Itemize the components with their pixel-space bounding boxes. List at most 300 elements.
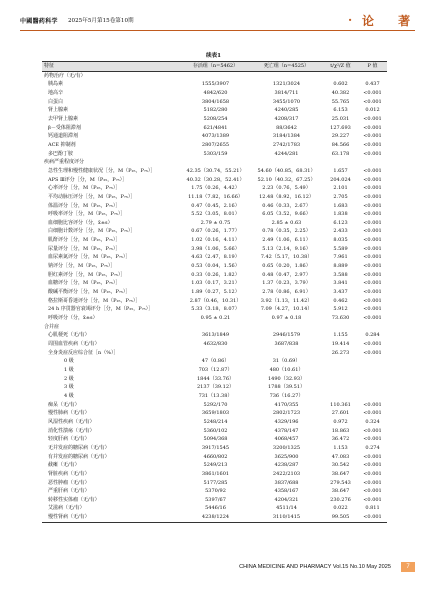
table-cell: 1.153	[333, 444, 348, 451]
table-cell: 6.123	[333, 219, 348, 226]
table-cell: <0.001	[363, 167, 382, 174]
table-cell: <0.001	[363, 124, 382, 131]
table-cell	[250, 71, 323, 80]
table-row	[42, 288, 387, 297]
table-cell: 1.37（0.23，3.79）	[262, 280, 311, 287]
table-cell: 心率评分［分，M（P₂₅，P₇₅）］	[48, 185, 121, 192]
table-row	[42, 193, 387, 202]
table-body	[42, 71, 387, 522]
table-cell	[323, 366, 358, 375]
table-cell: <0.001	[363, 185, 382, 192]
table-cell: 27.601	[331, 410, 350, 417]
table-row	[42, 262, 387, 271]
table-row	[42, 271, 387, 280]
table-cell: 1321/3024	[272, 81, 301, 88]
table-cell: 肾脏疾病（无/有）	[48, 470, 90, 477]
table-section-row	[42, 158, 387, 167]
table-cell: 4511/14	[276, 505, 297, 512]
table-cell: 消化性溃疡（无/有）	[48, 427, 95, 434]
table-cell: 转移性实体瘤（无/有）	[48, 496, 100, 503]
table-cell: 36.472	[331, 436, 350, 443]
table-cell: 26.273	[331, 349, 350, 356]
table-cell: <0.001	[363, 289, 382, 296]
table-cell: 1.89（0.27，5.12）	[191, 289, 240, 296]
table-cell: <0.001	[363, 453, 382, 460]
table-cell: 25.031	[331, 115, 350, 122]
table-cell	[323, 357, 358, 366]
table-cell: 480（10.61）	[269, 366, 304, 373]
table-cell: APS Ⅲ评分［分，M（P₂₅，P₇₅）］	[48, 176, 128, 183]
table-cell	[250, 349, 323, 358]
table-cell: 47（0.86）	[201, 358, 230, 365]
table-cell: 4068/457	[274, 436, 299, 443]
table-row	[42, 98, 387, 107]
table-cell: <0.001	[363, 133, 382, 140]
table-cell: 5248/214	[203, 418, 228, 425]
table-cell: 40.32（30.28，52.41）	[186, 176, 245, 183]
table-cell: 合并症	[44, 323, 60, 330]
table-cell: 钙通道阻滞剂	[48, 133, 79, 140]
table-cell: 3659/1803	[201, 410, 230, 417]
table-row	[42, 219, 387, 228]
column-header: t/χ²/Z 值	[323, 62, 358, 72]
table-cell: 279.543	[330, 479, 351, 486]
table-cell: 1.75（0.26，4.42）	[191, 185, 240, 192]
data-table	[42, 61, 387, 523]
table-cell: 慢性肾病（无/有）	[42, 513, 181, 522]
table-row	[42, 409, 387, 418]
table-cell: 5.13（2.14，9.16）	[262, 245, 311, 252]
table-cell: 4 级	[64, 392, 74, 399]
table-cell: 3613/1849	[201, 332, 230, 339]
table-row	[42, 357, 387, 366]
table-cell: 8.889	[333, 263, 348, 270]
table-row	[42, 479, 387, 488]
table-cell	[358, 375, 387, 384]
table-section-row	[42, 323, 387, 332]
table-cell: 5397/67	[205, 496, 226, 503]
table-row	[42, 444, 387, 453]
table-cell: 艾滋病（无/有）	[48, 505, 85, 512]
table-row	[42, 418, 387, 427]
table-row	[42, 132, 387, 141]
table-cell: 酸碱平衡评分［分，M（P₂₅，P₇₅）］	[48, 289, 131, 296]
table-cell: 地高辛	[48, 89, 64, 96]
table-cell: 1.03（0.17，3.21）	[191, 280, 240, 287]
table-cell: 3804/1658	[201, 98, 230, 105]
table-row	[42, 392, 387, 401]
table-cell: 2.23（0.76，5.49）	[262, 185, 311, 192]
table-cell: 风湿性疾病（无/有）	[48, 418, 95, 425]
table-row	[42, 89, 387, 98]
column-header: 存活组（n=5462）	[181, 62, 250, 72]
table-caption: 续表1	[205, 53, 222, 59]
table-row	[42, 305, 387, 314]
table-cell: 2.78（0.86，6.91）	[262, 289, 311, 296]
table-cell: <0.001	[363, 315, 382, 322]
table-row	[42, 470, 387, 479]
table-cell: 3625/900	[274, 453, 299, 460]
table-cell: 7.09（4.27，10.14）	[260, 306, 313, 313]
header-divider	[20, 30, 415, 31]
table-cell	[181, 71, 250, 80]
table-cell: 2807/2655	[201, 141, 230, 148]
table-cell: 1844（33.76）	[196, 375, 235, 382]
table-cell: 31（0.69）	[272, 358, 301, 365]
table-cell: <0.001	[363, 89, 382, 96]
table-cell: 5249/213	[203, 462, 228, 469]
table-cell: 24 h 序贯器官衰竭评分［分，M（P₂₅，P₇₅）］	[48, 306, 154, 313]
table-cell: 52.10（40.32，67.25）	[257, 176, 316, 183]
table-cell: <0.001	[363, 254, 382, 261]
table-cell: <0.001	[363, 193, 382, 200]
table-cell: 全身炎症反应综合征［n（%）］	[48, 349, 119, 356]
column-header: 死亡组（n=4525）	[250, 62, 323, 72]
table-cell: 2 级	[64, 375, 74, 382]
footer-citation: CHINA MEDICINE AND PHARMACY Vol.15 No.10 May 2025	[239, 564, 391, 570]
table-cell: 去甲肾上腺素	[48, 115, 79, 122]
table-cell: 3814/711	[274, 89, 299, 96]
table-cell: 0.97 ± 0.18	[271, 315, 302, 322]
table-cell: 1490（32.93）	[267, 375, 306, 382]
table-cell: <0.001	[363, 219, 382, 226]
table-cell: 29.227	[331, 133, 350, 140]
table-row	[42, 124, 387, 133]
column-header: P 值	[358, 62, 387, 72]
issue-info: 2025年5月第15卷第10期	[68, 18, 134, 24]
table-cell: 无并发症的糖尿病（无/有）	[48, 444, 110, 451]
table-cell: <0.001	[363, 349, 382, 356]
table-cell: <0.001	[363, 479, 382, 486]
table-cell: 血细胞比容评分（分，x̄±s）	[48, 219, 113, 226]
table-cell: 3200/1325	[272, 444, 301, 451]
table-cell: 多巴酚丁胺	[48, 150, 74, 157]
table-cell: <0.001	[363, 306, 382, 313]
table-cell: 84.566	[331, 141, 350, 148]
table-cell: 2.85 ± 0.63	[271, 219, 302, 226]
table-cell: 2.705	[333, 193, 348, 200]
table-cell: 疾病严重程度评分	[44, 159, 85, 166]
table-cell: <0.001	[363, 150, 382, 157]
table-cell: 3110/1415	[250, 513, 323, 522]
table-cell: 4329/196	[274, 418, 299, 425]
table-cell: <0.001	[363, 271, 382, 278]
table-row	[42, 366, 387, 375]
table-cell: 4238/287	[274, 462, 299, 469]
table-cell: <0.001	[363, 488, 382, 495]
table-cell: 6.153	[333, 107, 348, 114]
table-cell: 73.630	[331, 315, 350, 322]
table-cell: 胰岛素	[48, 81, 64, 88]
table-cell: 5292/170	[203, 401, 228, 408]
column-header: 特征	[42, 62, 181, 72]
table-row	[42, 375, 387, 384]
table-cell: 药物治疗（无/有）	[44, 72, 86, 79]
table-cell: 0.437	[365, 81, 380, 88]
table-cell	[323, 375, 358, 384]
table-cell	[250, 158, 323, 167]
table-cell: 呼吸率评分［分，M（P₂₅，P₇₅）］	[48, 211, 126, 218]
table-cell: 5303/159	[203, 150, 228, 157]
table-cell: <0.001	[363, 427, 382, 434]
table-cell: 痴呆（无/有）	[48, 401, 80, 408]
table-cell: 胆红素评分［分，M（P₂₅，P₇₅）］	[48, 271, 126, 278]
table-cell: <0.001	[363, 496, 382, 503]
table-cell: 4660/802	[203, 453, 228, 460]
table-cell: 0.67（0.26，1.77）	[191, 228, 240, 235]
table-cell: 0.284	[365, 332, 380, 339]
table-row	[42, 176, 387, 185]
table-cell: <0.001	[363, 98, 382, 105]
table-cell: <0.001	[358, 513, 387, 522]
table-cell: 0.462	[333, 297, 348, 304]
table-cell: <0.001	[363, 410, 382, 417]
table-row	[42, 513, 387, 522]
table-cell: 5177/285	[203, 479, 228, 486]
table-cell: 2802/1723	[272, 410, 301, 417]
table-cell: 0.274	[365, 444, 380, 451]
table-row	[42, 167, 387, 176]
table-cell: 204.024	[330, 176, 351, 183]
table-cell: 2.101	[333, 185, 348, 192]
table-cell: 5.589	[333, 245, 348, 252]
table-cell: 1.02（0.16，4.11）	[191, 237, 240, 244]
table-cell: 55.765	[331, 98, 350, 105]
table-cell	[358, 71, 387, 80]
table-cell: 30.542	[331, 462, 350, 469]
table-cell: 0.012	[365, 107, 380, 114]
table-cell: 0.78（0.35，2.25）	[262, 228, 311, 235]
table-cell	[358, 357, 387, 366]
table-cell: 恶性肿瘤（无/有）	[48, 479, 90, 486]
table-cell: <0.001	[363, 263, 382, 270]
table-cell: 0.972	[333, 418, 348, 425]
table-header-row	[42, 62, 387, 72]
table-cell: 轻度肝病（无/有）	[48, 436, 90, 443]
table-cell: <0.001	[363, 176, 382, 183]
table-cell: 截瘫（无/有）	[48, 462, 80, 469]
table-cell	[358, 158, 387, 167]
table-cell: 血糖评分［分，M（P₂₅，P₇₅）］	[48, 280, 121, 287]
table-cell: 5.52（3.05，8.01）	[191, 211, 240, 218]
page-header	[20, 12, 421, 34]
table-cell: 1.155	[333, 332, 348, 339]
table-cell: 0.602	[333, 81, 348, 88]
table-row	[42, 435, 387, 444]
table-cell: 慢性肺病（无/有）	[48, 410, 90, 417]
table-cell: 4358/167	[274, 488, 299, 495]
table-cell: 有并发症的糖尿病（无/有）	[48, 453, 110, 460]
table-cell	[323, 71, 358, 80]
table-cell: 肌酐评分［分，M（P₂₅，P₇₅）］	[48, 237, 121, 244]
table-row	[42, 245, 387, 254]
table-cell: 7.42（5.17，10.38）	[260, 254, 313, 261]
table-cell: <0.001	[363, 436, 382, 443]
table-cell: 4170/355	[274, 401, 299, 408]
table-row	[42, 453, 387, 462]
table-row	[42, 331, 387, 340]
table-row	[42, 184, 387, 193]
table-cell: 4238/1224	[181, 513, 250, 522]
table-cell: 3 级	[64, 384, 74, 391]
table-cell: 1 级	[64, 366, 74, 373]
table-cell: 3.841	[333, 280, 348, 287]
table-cell: 0.324	[365, 418, 380, 425]
table-cell: 0.95 ± 0.21	[200, 315, 231, 322]
table-cell: 3.588	[333, 271, 348, 278]
table-cell: 8.035	[333, 237, 348, 244]
table-cell	[323, 383, 358, 392]
table-cell	[181, 158, 250, 167]
table-cell: 230.276	[330, 496, 351, 503]
table-cell: 736（16.27）	[269, 392, 304, 399]
table-cell: 体温评分［分，M（P₂₅，P₇₅）］	[48, 202, 121, 209]
table-row	[42, 461, 387, 470]
table-row	[42, 504, 387, 513]
table-row	[42, 487, 387, 496]
table-cell: 呼吸评分（分，x̄±s）	[48, 315, 98, 322]
table-row	[42, 349, 387, 358]
table-cell: 731（13.38）	[198, 392, 233, 399]
table-cell: 3455/1070	[272, 98, 301, 105]
table-cell: 严重肝病（无/有）	[48, 488, 90, 495]
table-cell: 肾上腺素	[48, 107, 69, 114]
table-cell: 3837/688	[274, 479, 299, 486]
table-cell: 2422/2103	[272, 470, 301, 477]
section-label: 论 著	[362, 14, 421, 28]
table-cell: 格拉斯哥昏迷评分［分，M（P₂₅，P₇₅）］	[48, 297, 141, 304]
table-cell: 钠评分［分，M（P₂₅，P₇₅）］	[48, 263, 116, 270]
table-cell: 4378/147	[274, 427, 299, 434]
table-cell: <0.001	[363, 228, 382, 235]
table-row	[42, 297, 387, 306]
table-cell: 4632/830	[203, 341, 228, 347]
table-cell: 2.87（0.46，10.31）	[189, 297, 242, 304]
table-cell: 54.60（40.85，68.31）	[257, 167, 316, 174]
table-cell: β－受体阻滞剂	[48, 124, 81, 131]
table-cell	[358, 392, 387, 401]
table-row	[42, 150, 387, 159]
table-cell: <0.001	[363, 202, 382, 209]
table-cell: 5360/102	[203, 427, 228, 434]
table-cell: <0.001	[363, 245, 382, 252]
table-row	[42, 202, 387, 211]
table-row	[42, 383, 387, 392]
table-cell: 1788（39.51）	[267, 384, 306, 391]
table-cell	[250, 323, 323, 332]
table-cell: 3917/1545	[201, 444, 230, 451]
table-cell: <0.001	[363, 401, 382, 408]
table-cell: 1.838	[333, 211, 348, 218]
table-cell: 18.863	[331, 427, 350, 434]
table-cell: <0.001	[363, 462, 382, 469]
table-cell: ACE 抑制剂	[48, 141, 76, 148]
section-dot-icon: ·	[348, 13, 353, 27]
table-row	[42, 106, 387, 115]
table-cell: 38.647	[331, 488, 350, 495]
table-cell: 621/4841	[203, 124, 228, 131]
table-cell: 7.961	[333, 254, 348, 261]
page-number: 7	[401, 562, 415, 572]
table-cell: 0.47（0.45，2.16）	[191, 202, 240, 209]
table-cell: <0.001	[363, 341, 382, 347]
table-cell: 38.647	[331, 470, 350, 477]
table-cell: <0.001	[363, 115, 382, 122]
table-cell: 2946/1579	[272, 332, 301, 339]
table-row	[42, 236, 387, 245]
table-cell: 42.35（30.74，55.21）	[186, 167, 245, 174]
table-cell	[181, 323, 250, 332]
table-cell: <0.001	[363, 280, 382, 287]
table-cell: 2742/1783	[272, 141, 301, 148]
table-cell: 703（12.87）	[198, 366, 233, 373]
table-cell: 血尿素氮评分［分，M（P₂₅，P₇₅）］	[48, 254, 131, 261]
table-cell: <0.001	[363, 470, 382, 477]
table-row	[42, 210, 387, 219]
table-cell: 5.912	[333, 306, 348, 313]
table-cell: 急性生理和慢性健康状况［分，M（P₂₅，P₇₅）］	[48, 167, 156, 174]
table-cell: 3861/1601	[201, 470, 230, 477]
table-cell: 1555/3907	[201, 81, 230, 88]
table-cell	[181, 349, 250, 358]
table-cell: 2.49（1.06，6.11）	[262, 237, 311, 244]
table-cell	[358, 366, 387, 375]
table-cell: 11.18（7.82，16.66）	[188, 193, 243, 200]
table-cell: 心肌梗死（无/有）	[48, 332, 90, 339]
table-cell: 5208/254	[203, 115, 228, 122]
page-footer	[20, 562, 415, 574]
table-cell: <0.001	[363, 211, 382, 218]
table-cell: 尿量评分［分，M（P₂₅，P₇₅）］	[48, 245, 121, 252]
table-cell: <0.001	[363, 141, 382, 148]
table-row	[42, 227, 387, 236]
table-cell: 19.414	[331, 341, 350, 347]
table-cell	[358, 383, 387, 392]
table-cell: 0.65（0.20，1.86）	[262, 263, 311, 270]
table-row	[42, 279, 387, 288]
table-cell	[323, 323, 358, 332]
table-cell: 2.79 ± 0.75	[200, 219, 231, 226]
table-row	[42, 496, 387, 505]
table-cell: 5370/92	[205, 488, 226, 495]
table-cell	[323, 158, 358, 167]
table-row	[42, 141, 387, 150]
table-cell: 0.022	[333, 505, 348, 512]
table-cell: 110.361	[330, 401, 351, 408]
table-cell	[358, 323, 387, 332]
table-cell: 4204/321	[274, 496, 299, 503]
table-cell: 1.683	[333, 202, 348, 209]
table-cell: 1.657	[333, 167, 348, 174]
table-cell: 2137（39.12）	[196, 384, 235, 391]
table-cell: 3.92（1.13，11.42）	[260, 297, 313, 304]
table-cell: 12.48（8.92，16.12）	[259, 193, 314, 200]
table-cell: 3184/1384	[272, 133, 301, 140]
table-cell: 3.437	[333, 289, 348, 296]
table-cell: 0.33（0.26，1.82）	[191, 271, 240, 278]
table-cell: <0.001	[363, 237, 382, 244]
table-cell: 0.53（0.04，1.56）	[191, 263, 240, 270]
table-cell: 4.63（2.47，8.19）	[191, 254, 240, 261]
table-cell	[323, 392, 358, 401]
table-cell: 47.083	[331, 453, 350, 460]
table-cell: <0.001	[363, 297, 382, 304]
table-row	[42, 80, 387, 89]
table-row	[42, 115, 387, 124]
table-cell: 63.178	[331, 150, 350, 157]
table-cell: 周围血管疾病（无/有）	[48, 341, 100, 347]
table-cell: 平均动脉压评分［分，M（P₂₅，P₇₅）］	[48, 193, 136, 200]
